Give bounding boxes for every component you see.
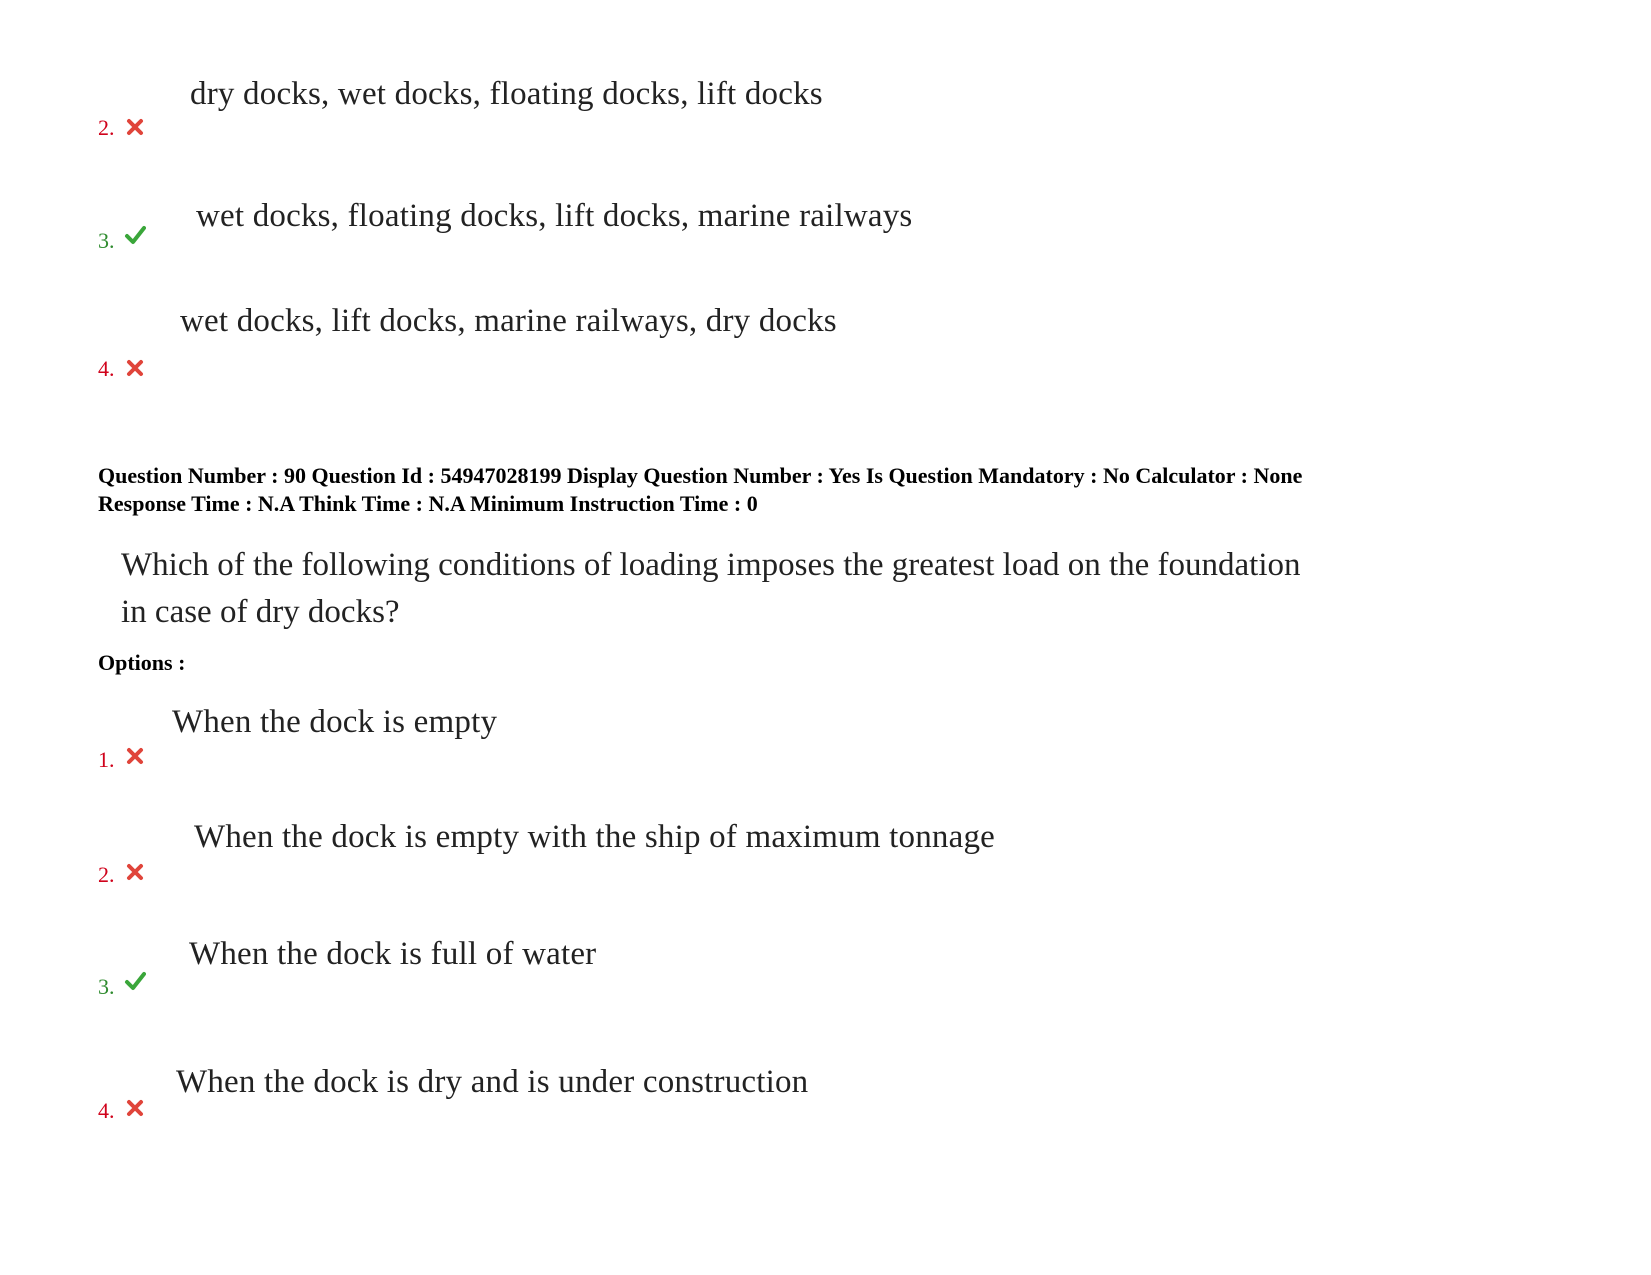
cross-icon bbox=[124, 1097, 146, 1119]
options-label: Options : bbox=[98, 650, 186, 675]
option-4 bbox=[0, 1060, 1651, 1150]
question-text bbox=[121, 542, 1441, 636]
option-number: 2. bbox=[98, 862, 115, 887]
option-number: 4. bbox=[98, 1098, 115, 1123]
option-text: wet docks, lift docks, marine railways, dry docks bbox=[180, 303, 837, 339]
option-number: 2. bbox=[98, 115, 115, 140]
option-text: dry docks, wet docks, floating docks, lift docks bbox=[190, 76, 823, 112]
option-number: 4. bbox=[98, 356, 115, 381]
question-meta-line1: Question Number : 90 Question Id : 54947028199 Display Question Number : Yes Is Question Mandatory : No Calculator : None bbox=[98, 463, 1303, 488]
question-meta bbox=[98, 462, 1598, 518]
checkmark-icon bbox=[124, 970, 146, 992]
checkmark-icon bbox=[124, 224, 146, 246]
option-2 bbox=[0, 815, 1651, 905]
prev-option-3 bbox=[0, 190, 1651, 280]
option-3 bbox=[0, 932, 1651, 1022]
cross-icon bbox=[124, 116, 146, 138]
option-1 bbox=[0, 700, 1651, 790]
option-text: When the dock is empty with the ship of maximum tonnage bbox=[194, 819, 996, 855]
question-text-line1: Which of the following conditions of loading imposes the greatest load on the foundation bbox=[121, 547, 1301, 583]
cross-icon bbox=[124, 745, 146, 767]
option-text: wet docks, floating docks, lift docks, marine railways bbox=[196, 198, 913, 234]
option-text: When the dock is dry and is under construction bbox=[176, 1064, 809, 1100]
prev-option-2 bbox=[0, 70, 1651, 160]
option-number: 3. bbox=[98, 228, 115, 253]
cross-icon bbox=[124, 861, 146, 883]
option-number: 1. bbox=[98, 747, 115, 772]
question-meta-line2: Response Time : N.A Think Time : N.A Minimum Instruction Time : 0 bbox=[98, 491, 758, 516]
prev-option-4 bbox=[0, 295, 1651, 385]
option-text: When the dock is full of water bbox=[189, 936, 597, 972]
option-text: When the dock is empty bbox=[172, 704, 498, 740]
option-number: 3. bbox=[98, 974, 115, 999]
question-text-line2: in case of dry docks? bbox=[121, 594, 400, 630]
cross-icon bbox=[124, 357, 146, 379]
